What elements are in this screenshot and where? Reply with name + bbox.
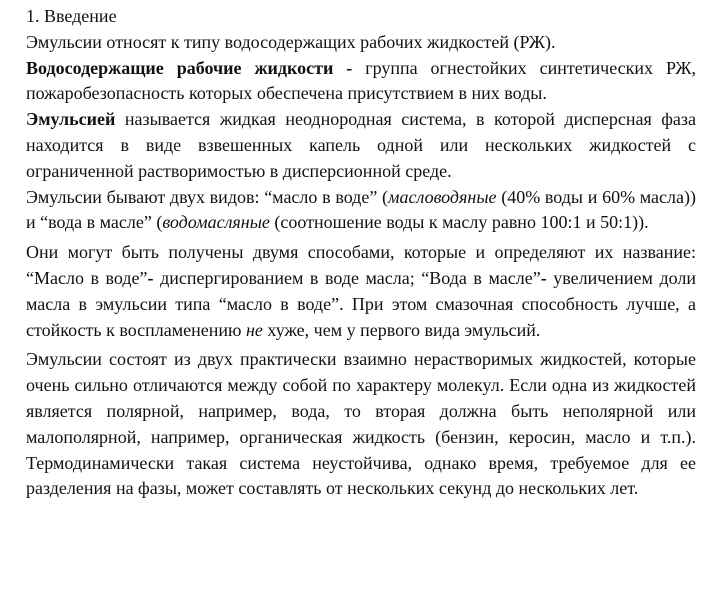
definition-water-fluids-text: группа огнестойких синтетических РЖ, пожаробезопасность которых обеспечена присутствием в них воды. bbox=[26, 57, 696, 104]
paragraph-definition-water-fluids bbox=[26, 56, 696, 108]
paragraph-composition bbox=[26, 347, 696, 502]
composition-text: Эмульсии состоят из двух практически взаимно нерастворимых жидкостей, которые очень сильно отличаются между собой по характеру молекул. Если одна из жидкостей является полярной, например, вода, то вторая должна быть неполярной или малополярной, например, органическая жидкость (бензин, керосин, масло и т.п.). Термодинамически такая система неустойчива, однако время, требуемое для ее разделения на фазы, может составлять от нескольких секунд до нескольких лет. bbox=[26, 349, 696, 499]
paragraph-intro bbox=[26, 30, 696, 56]
term-water-containing-fluids: Водосодержащие рабочие жидкости - bbox=[26, 57, 353, 78]
methods-text-3: увеличением доли масла в эмульсии типа “масло в воде”. При этом смазочная способность лучше, а стойкость к воспламенению bbox=[26, 267, 696, 340]
paragraph-definition-emulsion bbox=[26, 107, 696, 184]
document-page bbox=[26, 4, 696, 502]
section-title: 1. Введение bbox=[26, 6, 117, 26]
paragraph-production-methods bbox=[26, 240, 696, 343]
term-emulsion: Эмульсией bbox=[26, 109, 116, 130]
methods-dash-2: - bbox=[540, 267, 547, 288]
types-text-1: Эмульсии бывают двух видов: “масло в воде” ( bbox=[26, 186, 389, 207]
methods-text-1: Они могут быть получены двумя способами, которые и определяют их название: “Масло в воде” bbox=[26, 242, 696, 288]
types-text-3: (соотношение воды к маслу равно 100:1 и 50:1)). bbox=[269, 212, 649, 233]
intro-text: Эмульсии относят к типу водосодержащих рабочих жидкостей (РЖ). bbox=[26, 31, 556, 52]
definition-emulsion-text: называется жидкая неоднородная система, в которой дисперсная фаза находится в виде взвешенных капель одной или нескольких жидкостей с ограниченной растворимостью в дисперсионной среде. bbox=[26, 109, 696, 181]
methods-italic-not: не bbox=[245, 319, 263, 340]
paragraph-emulsion-types bbox=[26, 185, 696, 237]
methods-text-2: диспергированием в воде масла; “Вода в масле” bbox=[153, 267, 541, 288]
methods-dash-1: - bbox=[147, 267, 154, 288]
types-italic-water-in-oil: водомасляные bbox=[162, 212, 270, 233]
types-italic-oil-in-water: масловодяные bbox=[388, 186, 497, 207]
methods-text-4: хуже, чем у первого вида эмульсий. bbox=[262, 319, 541, 340]
types-text-2: (40% воды и 60% масла)) и “вода в масле” ( bbox=[26, 186, 696, 233]
